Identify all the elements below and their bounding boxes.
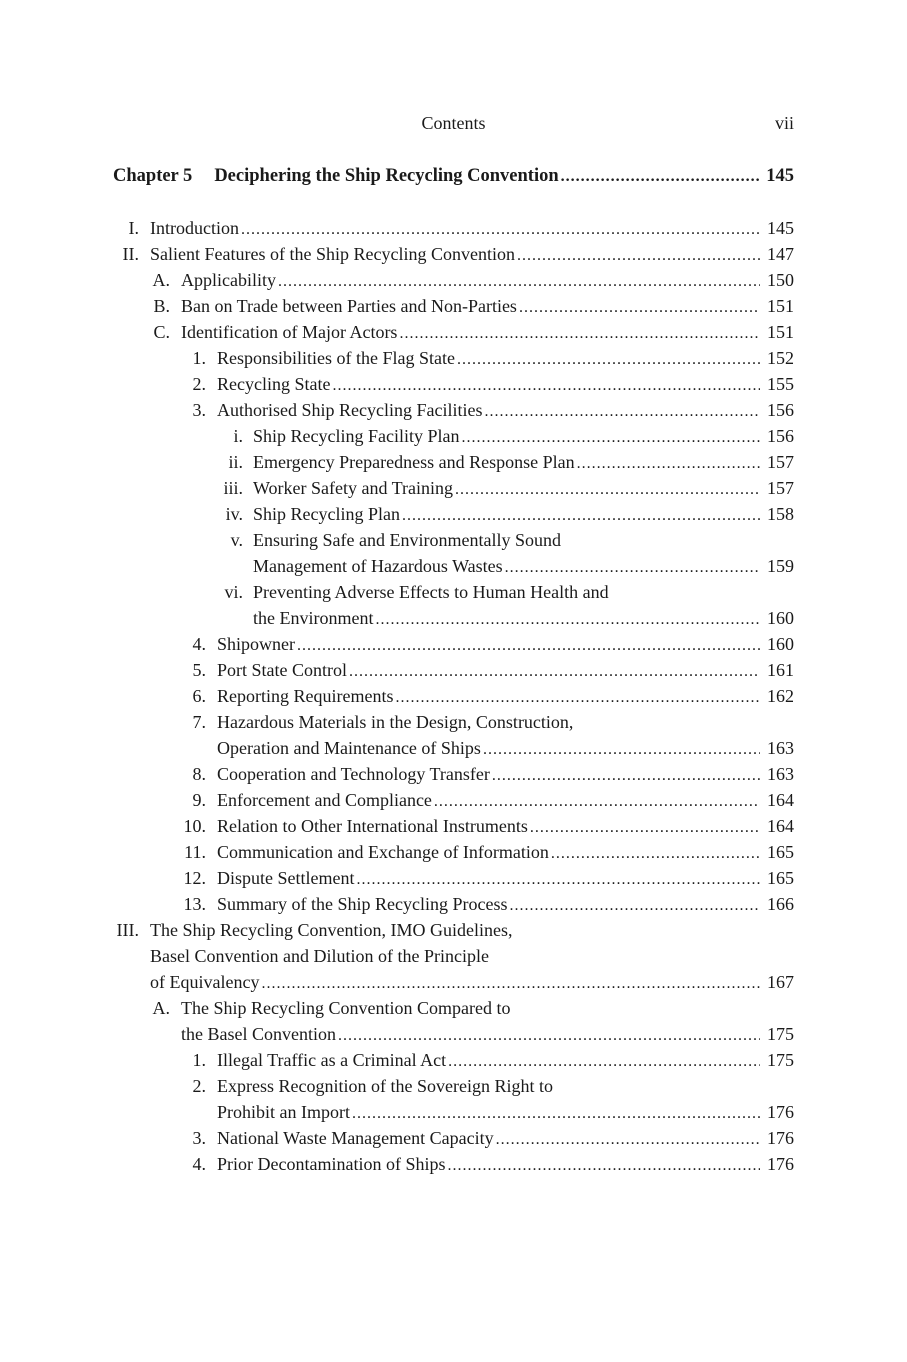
toc-entry-number: I. [128, 218, 139, 238]
toc-entry[interactable] [113, 423, 794, 449]
chapter-heading[interactable] [113, 163, 794, 190]
toc-entry-number: v. [230, 530, 243, 550]
toc-entry[interactable] [113, 527, 794, 579]
toc-entry-page: 159 [767, 556, 794, 576]
toc-entry[interactable] [113, 241, 794, 267]
toc-entry[interactable] [113, 475, 794, 501]
toc-entry[interactable] [113, 631, 794, 657]
toc-entry-page: 164 [767, 816, 794, 836]
toc-entry-number: 5. [192, 660, 206, 680]
toc-entry-title: Authorised Ship Recycling Facilities [217, 400, 483, 420]
toc-entry-number: iv. [225, 504, 243, 524]
toc-entry-title: National Waste Management Capacity [217, 1128, 494, 1148]
toc-entry-page: 157 [767, 478, 794, 498]
toc-entry-title-continued: Operation and Maintenance of Ships [217, 738, 481, 758]
toc-entry-title: Recycling State [217, 374, 331, 394]
toc-entry[interactable] [113, 1047, 794, 1073]
toc-entry-title: Enforcement and Compliance [217, 790, 432, 810]
toc-entry-title: Ban on Trade between Parties and Non-Parties [181, 296, 517, 316]
dot-leader [509, 893, 760, 919]
toc-entry-page: 145 [767, 218, 794, 238]
toc-entry-title: Port State Control [217, 660, 347, 680]
toc-entry[interactable] [113, 449, 794, 475]
toc-entry-number: 8. [192, 764, 206, 784]
toc-entry-page: 163 [767, 738, 794, 758]
toc-entry-page: 156 [767, 426, 794, 446]
toc-entry[interactable] [113, 657, 794, 683]
dot-leader [448, 1049, 760, 1075]
toc-entry-page: 157 [767, 452, 794, 472]
toc-entry-number: 12. [183, 868, 206, 888]
dot-leader [241, 217, 760, 243]
toc-entry-number: 4. [192, 634, 206, 654]
chapter-label: Chapter 5 [113, 166, 193, 186]
dot-leader [332, 373, 760, 399]
toc-entry-page: 158 [767, 504, 794, 524]
toc-entry[interactable] [113, 683, 794, 709]
toc-entry[interactable] [113, 371, 794, 397]
toc-entry[interactable] [113, 761, 794, 787]
toc-entry-number: 13. [183, 894, 206, 914]
toc-entry-page: 164 [767, 790, 794, 810]
toc-entry-number: i. [233, 426, 243, 446]
toc-entry-number: 4. [192, 1154, 206, 1174]
toc-entry-page: 162 [767, 686, 794, 706]
toc-entry-page: 151 [767, 296, 794, 316]
toc-entry-number: A. [152, 270, 170, 290]
toc-entry-page: 160 [767, 608, 794, 628]
running-header-title: Contents [421, 113, 486, 133]
toc-entry-title: Preventing Adverse Effects to Human Health and [253, 582, 609, 602]
toc-entry-page: 147 [767, 244, 794, 264]
dot-leader [492, 763, 760, 789]
dot-leader [461, 425, 760, 451]
toc-entry-number: 1. [192, 348, 206, 368]
toc-entry-title: Cooperation and Technology Transfer [217, 764, 490, 784]
dot-leader [561, 164, 760, 190]
toc-entry-number: vi. [224, 582, 243, 602]
toc-entry-number: 1. [192, 1050, 206, 1070]
toc-entry-title: Communication and Exchange of Information [217, 842, 549, 862]
toc-entry[interactable] [113, 501, 794, 527]
toc-entry[interactable] [113, 709, 794, 761]
dot-leader [261, 971, 760, 997]
toc-entry-page: 165 [767, 842, 794, 862]
chapter-page-number: 145 [766, 166, 794, 186]
toc-entry-page: 161 [767, 660, 794, 680]
toc-entry-page: 163 [767, 764, 794, 784]
toc-entry-number: B. [153, 296, 170, 316]
toc-entry-page: 155 [767, 374, 794, 394]
dot-leader [352, 1101, 760, 1127]
dot-leader [457, 347, 760, 373]
toc-entry-number: 6. [192, 686, 206, 706]
toc-entry-page: 166 [767, 894, 794, 914]
toc-entry-title: The Ship Recycling Convention Compared to [181, 998, 511, 1018]
toc-entry[interactable] [113, 813, 794, 839]
toc-entry-title: Dispute Settlement [217, 868, 355, 888]
dot-leader [356, 867, 760, 893]
toc-entry-title: Introduction [150, 218, 239, 238]
toc-entry[interactable] [113, 865, 794, 891]
toc-entry-title: Express Recognition of the Sovereign Right to [217, 1076, 553, 1096]
toc-entry[interactable] [113, 319, 794, 345]
dot-leader [577, 451, 760, 477]
toc-entry-title: Hazardous Materials in the Design, Construction, [217, 712, 574, 732]
toc-entry-page: 150 [767, 270, 794, 290]
toc-entry-number: 2. [192, 374, 206, 394]
toc-entry-title: Summary of the Ship Recycling Process [217, 894, 508, 914]
toc-entry-title: Shipowner [217, 634, 295, 654]
toc-entry-title: Illegal Traffic as a Criminal Act [217, 1050, 447, 1070]
dot-leader [402, 503, 760, 529]
dot-leader [434, 789, 760, 815]
toc-entry-title: Prior Decontamination of Ships [217, 1154, 446, 1174]
toc-entry-title: Applicability [181, 270, 276, 290]
dot-leader [375, 607, 760, 633]
toc-entry-title-continued: the Environment [253, 608, 374, 628]
toc-entry-number: 3. [192, 1128, 206, 1148]
dot-leader [399, 321, 760, 347]
toc-entry-page: 176 [767, 1102, 794, 1122]
toc-entry-page: 175 [767, 1024, 794, 1044]
toc-entry[interactable] [113, 917, 794, 995]
toc-entry[interactable] [113, 267, 794, 293]
toc-entry-number: III. [116, 920, 139, 940]
dot-leader [517, 243, 760, 269]
toc-entry[interactable] [113, 293, 794, 319]
toc-entry[interactable] [113, 397, 794, 423]
toc-entry-number: 10. [183, 816, 206, 836]
toc-entry-title: Worker Safety and Training [253, 478, 454, 498]
toc-entry-number: C. [153, 322, 170, 342]
dot-leader [447, 1153, 760, 1179]
dot-leader [338, 1023, 760, 1049]
toc-entry-page: 152 [767, 348, 794, 368]
toc-entry-title: Reporting Requirements [217, 686, 394, 706]
dot-leader [278, 269, 760, 295]
running-header-page-number: vii [774, 113, 794, 133]
toc-entry[interactable] [113, 891, 794, 917]
chapter-title: Deciphering the Ship Recycling Convention [214, 166, 559, 186]
toc-entry-number: 7. [192, 712, 206, 732]
dot-leader [395, 685, 760, 711]
toc-entry-number: iii. [223, 478, 243, 498]
toc-entry-title: Salient Features of the Ship Recycling Convention [150, 244, 515, 264]
toc-entry-title: Relation to Other International Instruments [217, 816, 528, 836]
dot-leader [349, 659, 760, 685]
dot-leader [455, 477, 760, 503]
toc-entry-title: The Ship Recycling Convention, IMO Guidelines, [150, 920, 513, 940]
toc-entry-title: Ensuring Safe and Environmentally Sound [253, 530, 561, 550]
toc-entry[interactable] [113, 215, 794, 241]
toc-entry-title-continued: the Basel Convention [181, 1024, 336, 1044]
toc-entry-number: ii. [228, 452, 243, 472]
toc-entry-title: Responsibilities of the Flag State [217, 348, 455, 368]
toc-entry-number: 2. [192, 1076, 206, 1096]
toc-entry-title: Ship Recycling Facility Plan [253, 426, 460, 446]
toc-entry-page: 167 [767, 972, 794, 992]
table-of-contents [113, 215, 794, 1177]
toc-entry-title: Ship Recycling Plan [253, 504, 400, 524]
dot-leader [484, 399, 760, 425]
toc-entry-title-continued: Prohibit an Import [217, 1102, 350, 1122]
dot-leader [530, 815, 760, 841]
toc-entry[interactable] [113, 1151, 794, 1177]
toc-entry-page: 175 [767, 1050, 794, 1070]
toc-entry-title-continued: Management of Hazardous Wastes [253, 556, 503, 576]
toc-entry[interactable] [113, 995, 794, 1047]
toc-entry-number: A. [152, 998, 170, 1018]
dot-leader [297, 633, 760, 659]
toc-entry-page: 176 [767, 1154, 794, 1174]
dot-leader [483, 737, 760, 763]
toc-entry[interactable] [113, 579, 794, 631]
toc-entry-title-continued: of Equivalency [150, 972, 260, 992]
toc-entry-title: Emergency Preparedness and Response Plan [253, 452, 575, 472]
toc-entry[interactable] [113, 345, 794, 371]
toc-entry-number: II. [122, 244, 139, 264]
toc-entry[interactable] [113, 1073, 794, 1125]
toc-entry-title-continued: Basel Convention and Dilution of the Principle [150, 946, 489, 966]
toc-entry-page: 176 [767, 1128, 794, 1148]
dot-leader [519, 295, 760, 321]
dot-leader [551, 841, 760, 867]
toc-entry[interactable] [113, 839, 794, 865]
toc-entry-number: 9. [192, 790, 206, 810]
toc-entry-number: 11. [184, 842, 206, 862]
toc-entry-page: 160 [767, 634, 794, 654]
toc-entry[interactable] [113, 1125, 794, 1151]
toc-entry-title: Identification of Major Actors [181, 322, 398, 342]
dot-leader [496, 1127, 760, 1153]
toc-entry-number: 3. [192, 400, 206, 420]
toc-entry-page: 165 [767, 868, 794, 888]
dot-leader [505, 555, 760, 581]
toc-entry-page: 151 [767, 322, 794, 342]
toc-entry-page: 156 [767, 400, 794, 420]
toc-entry[interactable] [113, 787, 794, 813]
